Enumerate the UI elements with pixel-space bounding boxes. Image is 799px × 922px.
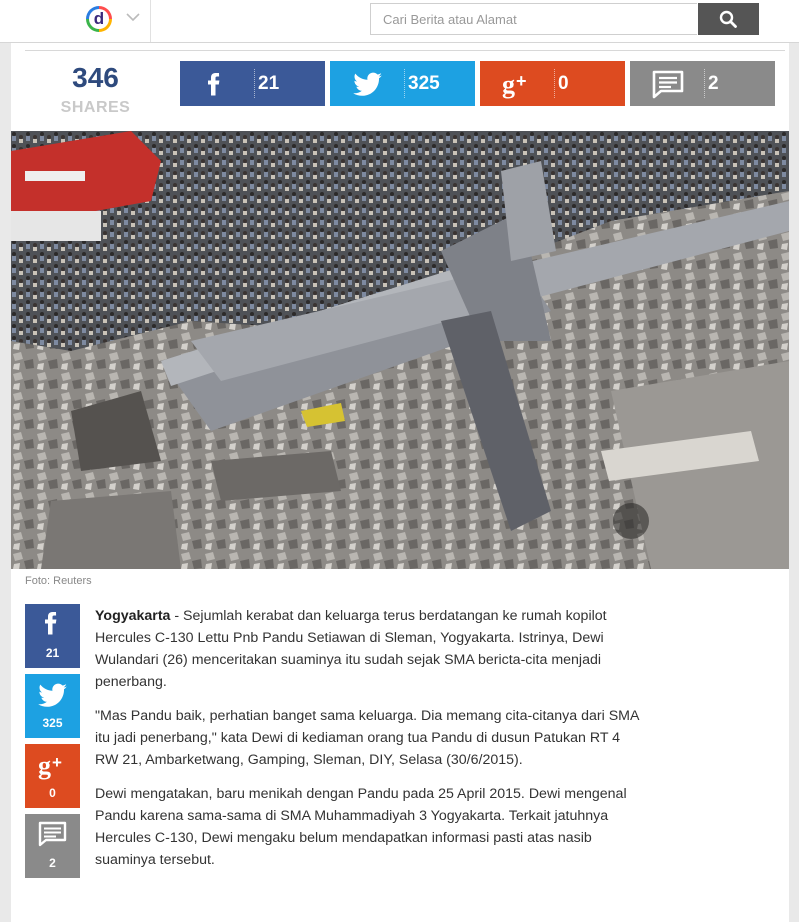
googleplus-share-count: 0	[49, 786, 56, 800]
photo-caption: Foto: Reuters	[25, 575, 92, 587]
facebook-share-button[interactable]	[180, 61, 325, 106]
svg-text:+: +	[52, 753, 62, 772]
navbar-divider	[150, 0, 151, 42]
article-paragraph: Dewi mengatakan, baru menikah dengan Pandu pada 25 April 2015. Dewi mengenal Pandu karena sama-sama di SMA Muhammadiyah 3 Yogyakarta. Terkait jatuhnya Hercules C-130, Dewi mengaku belum mendapatkan informasi pasti atas nasib suaminya tersebut.	[95, 786, 627, 868]
top-navbar	[0, 0, 799, 43]
facebook-icon	[180, 61, 254, 106]
facebook-share-count: 21	[45, 646, 60, 660]
divider	[25, 50, 785, 51]
search-icon	[719, 10, 737, 28]
comments-button-vertical[interactable]	[25, 814, 80, 878]
comment-icon	[630, 61, 704, 106]
site-logo-letter: d	[89, 9, 109, 29]
twitter-icon	[330, 61, 404, 106]
crash-scene-image	[11, 131, 789, 569]
googleplus-share-count: 0	[558, 73, 569, 94]
share-total-label: SHARES	[60, 99, 131, 116]
svg-text:+: +	[516, 71, 527, 91]
comment-icon	[25, 818, 80, 854]
googleplus-share-button[interactable]	[480, 61, 625, 106]
twitter-share-button-vertical[interactable]	[25, 674, 80, 738]
twitter-icon	[25, 678, 80, 714]
comments-count: 2	[49, 856, 56, 870]
chevron-down-icon[interactable]	[126, 12, 140, 22]
comments-button[interactable]	[630, 61, 775, 106]
divider	[254, 69, 255, 98]
article-paragraph	[95, 605, 640, 693]
divider	[554, 69, 555, 98]
twitter-share-count: 325	[408, 73, 440, 94]
svg-text:g: g	[502, 70, 515, 99]
google-plus-icon	[480, 61, 554, 106]
google-plus-icon	[25, 748, 80, 784]
site-logo[interactable]	[86, 6, 112, 32]
share-total-count: 346	[72, 62, 119, 93]
comments-count: 2	[708, 73, 719, 94]
article-photo	[11, 131, 789, 569]
twitter-share-count: 325	[42, 716, 63, 730]
facebook-share-count: 21	[258, 73, 280, 94]
article-location: Yogyakarta	[95, 608, 171, 624]
divider	[404, 69, 405, 98]
svg-text:g: g	[38, 751, 51, 780]
article-card	[11, 43, 789, 922]
divider	[704, 69, 705, 98]
twitter-share-button[interactable]	[330, 61, 475, 106]
facebook-share-button-vertical[interactable]	[25, 604, 80, 668]
facebook-icon	[25, 608, 80, 644]
article-lead: - Sejumlah kerabat dan keluarga terus berdatangan ke rumah kopilot Hercules C-130 Lettu Pnb Pandu Setiawan di Sleman, Yogyakarta. Istrinya, Dewi Wulandari (26) menceritakan suaminya itu sudah sejak SMA bericta-cita menjadi penerbang.	[95, 608, 607, 690]
search-button[interactable]	[698, 3, 759, 35]
search-input[interactable]	[370, 3, 697, 35]
article-paragraph: "Mas Pandu baik, perhatian banget sama keluarga. Dia memang cita-citanya dari SMA itu jadi penerbang," kata Dewi di kediaman orang tua Pandu di dusun Patukan RT 4 RW 21, Ambarketwang, Gamping, Sleman, DIY, Selasa (30/6/2015).	[95, 708, 639, 768]
googleplus-share-button-vertical[interactable]	[25, 744, 80, 808]
article-body	[95, 605, 640, 883]
